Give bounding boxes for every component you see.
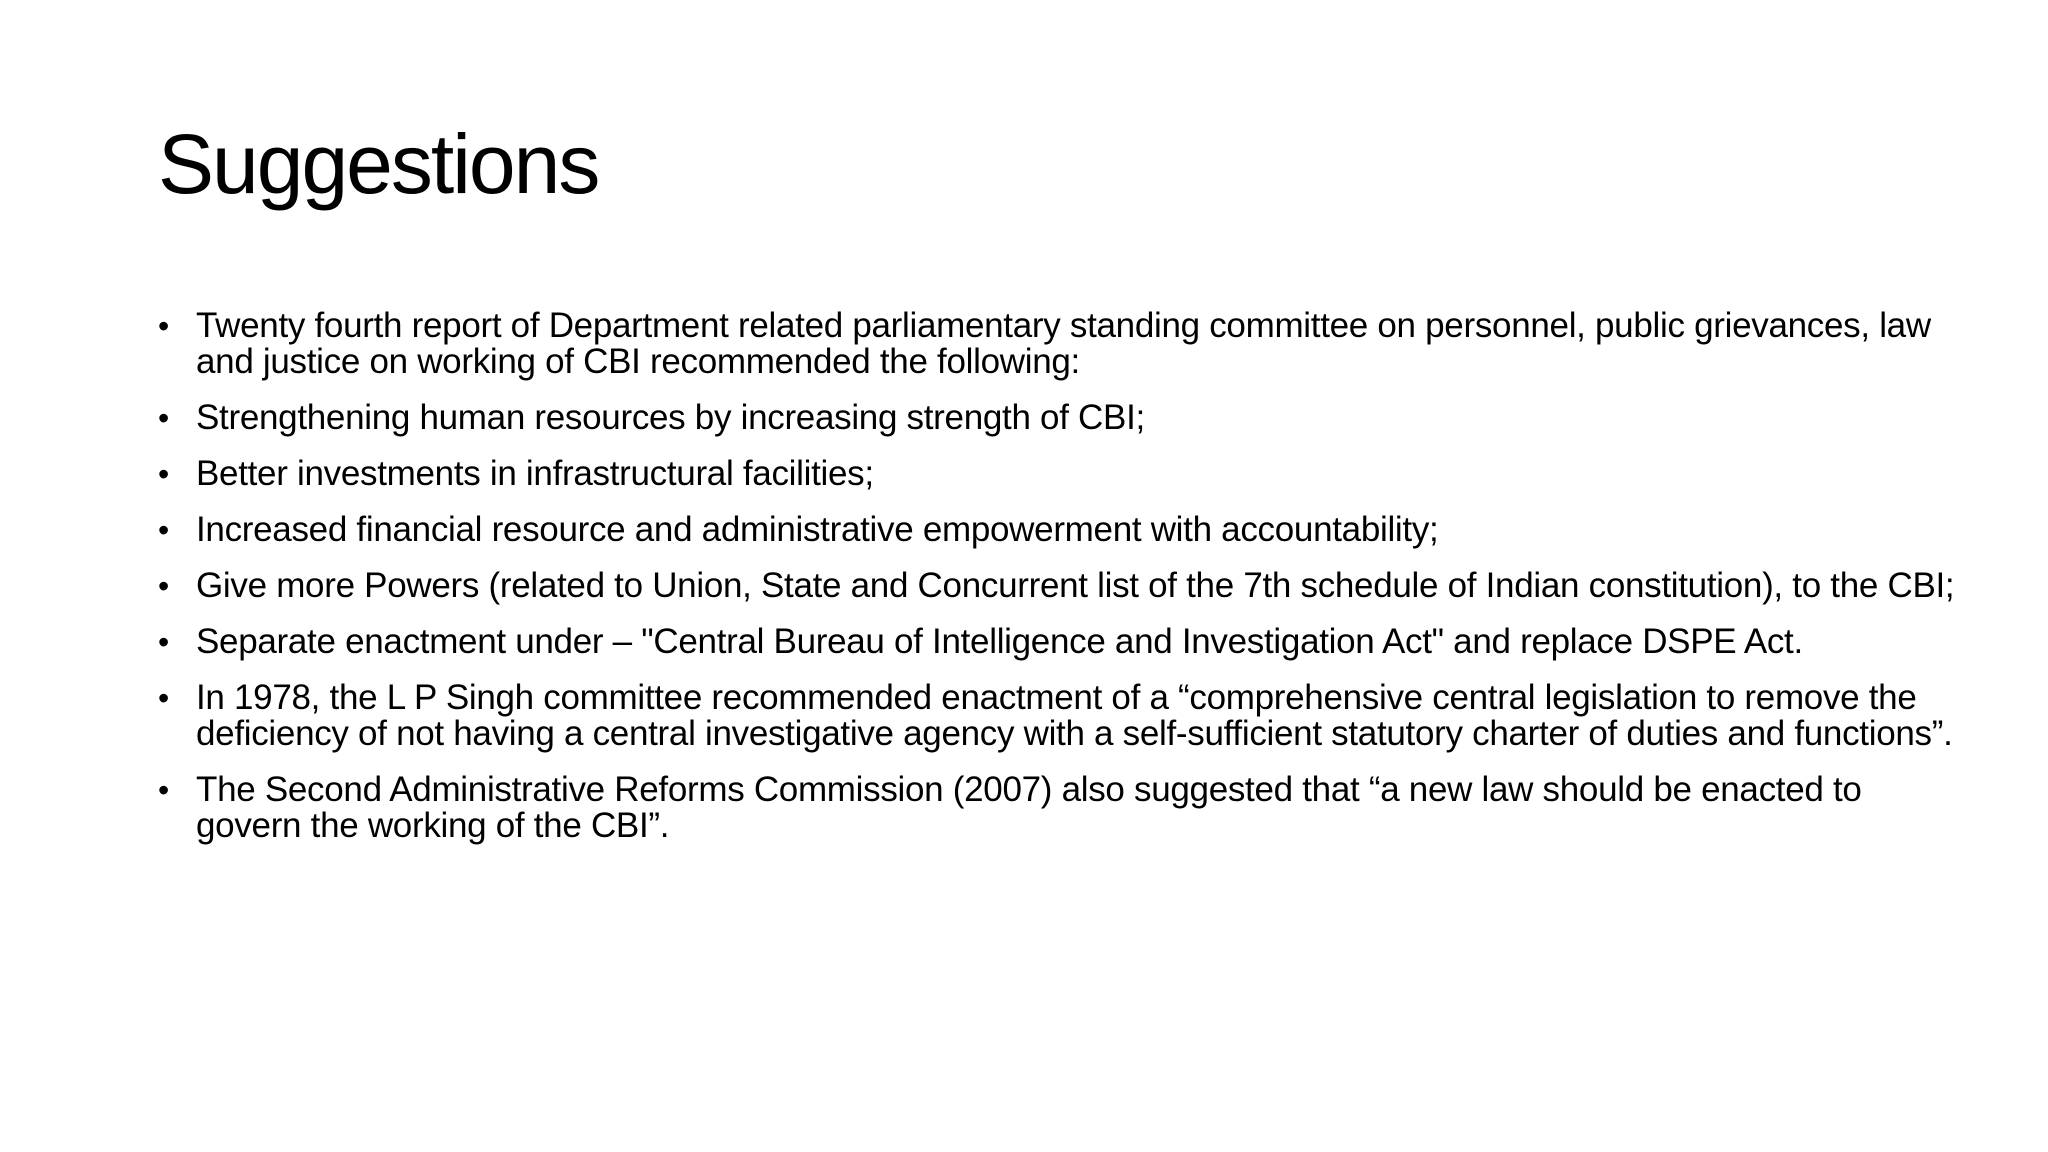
bullet-text: Better investments in infrastructural facilities; bbox=[196, 454, 874, 493]
bullet-item bbox=[158, 456, 1958, 492]
bullet-icon: • bbox=[158, 456, 169, 492]
bullet-item bbox=[158, 308, 1958, 380]
bullet-text: Separate enactment under – "Central Bureau of Intelligence and Investigation Act" and replace DSPE Act. bbox=[196, 622, 1803, 661]
bullet-item bbox=[158, 568, 1958, 604]
bullet-item bbox=[158, 772, 1958, 844]
bullet-icon: • bbox=[158, 568, 169, 604]
bullet-text: In 1978, the L P Singh committee recommended enactment of a “comprehensive central legislation to remove the deficiency of not having a central investigative agency with a self-sufficient statutory charter of duties and functions”. bbox=[196, 678, 1953, 753]
bullet-icon: • bbox=[158, 400, 169, 436]
bullet-item bbox=[158, 400, 1958, 436]
bullet-icon: • bbox=[158, 308, 169, 344]
bullet-text: Increased financial resource and administrative empowerment with accountability; bbox=[196, 510, 1439, 549]
bullet-icon: • bbox=[158, 680, 169, 716]
bullet-text: The Second Administrative Reforms Commission (2007) also suggested that “a new law should be enacted to govern the working of the CBI”. bbox=[196, 770, 1862, 845]
bullet-text: Give more Powers (related to Union, State and Concurrent list of the 7th schedule of Indian constitution), to the CBI; bbox=[196, 566, 1955, 605]
bullet-item bbox=[158, 680, 1958, 752]
bullet-item bbox=[158, 624, 1958, 660]
bullet-list bbox=[158, 308, 1958, 864]
bullet-item bbox=[158, 512, 1958, 548]
bullet-text: Twenty fourth report of Department related parliamentary standing committee on personnel, public grievances, law and justice on working of CBI recommended the following: bbox=[196, 306, 1931, 381]
bullet-icon: • bbox=[158, 624, 169, 660]
bullet-icon: • bbox=[158, 772, 169, 808]
bullet-icon: • bbox=[158, 512, 169, 548]
slide-title: Suggestions bbox=[158, 117, 599, 211]
bullet-text: Strengthening human resources by increasing strength of CBI; bbox=[196, 398, 1145, 437]
